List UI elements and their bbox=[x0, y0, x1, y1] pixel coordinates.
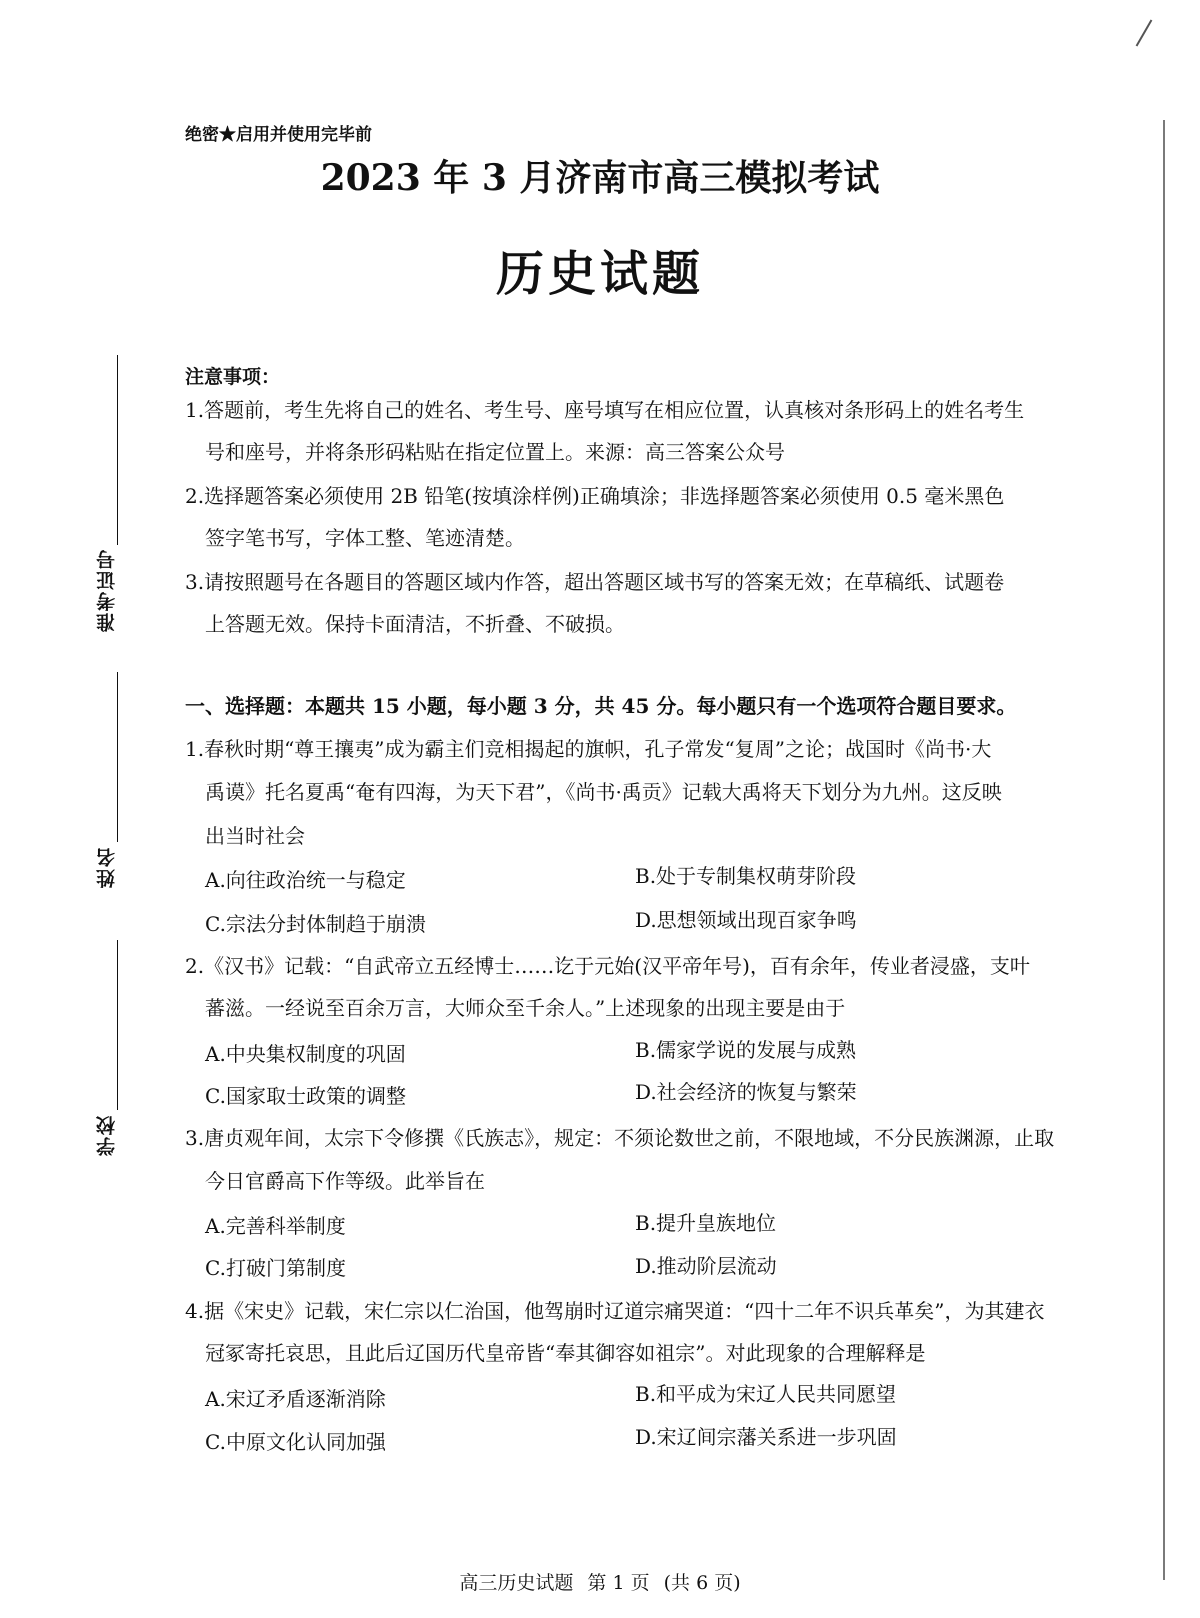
option-a: A.完善科举制度 bbox=[205, 1214, 346, 1238]
question-stem: 2.《汉书》记载：“自武帝立五经博士……讫于元始(汉平帝年号)，百有余年，传业者浸盛，支叶 bbox=[185, 954, 1030, 978]
question-stem: 蕃滋。一经说至百余万言，大师众至千余人。”上述现象的出现主要是由于 bbox=[205, 996, 846, 1020]
note-line: 2.选择题答案必须使用 2B 铅笔(按填涂样例)正确填涂；非选择题答案必须使用 0.5 毫米黑色 bbox=[185, 484, 1005, 508]
option-b: B.提升皇族地位 bbox=[635, 1211, 777, 1235]
option-c: C.宗法分封体制趋于崩溃 bbox=[205, 912, 426, 936]
question-stem: 禹谟》托名夏禹“奄有四海，为天下君”，《尚书·禹贡》记载大禹将天下划分为九州。这反映 bbox=[205, 780, 1002, 804]
note-line: 上答题无效。保持卡面清洁，不折叠、不破损。 bbox=[205, 612, 625, 636]
option-d: D.推动阶层流动 bbox=[635, 1254, 777, 1278]
confidential-label: 绝密★启用并使用完毕前 bbox=[185, 125, 372, 145]
option-b: B.处于专制集权萌芽阶段 bbox=[635, 864, 857, 888]
binding-line bbox=[1163, 120, 1165, 1580]
note-line: 3.请按照题号在各题目的答题区域内作答，超出答题区域书写的答案无效；在草稿纸、试题卷 bbox=[185, 570, 1005, 594]
exam-title: 2023 年 3 月济南市高三模拟考试 bbox=[320, 157, 880, 199]
side-label-school: 学校 bbox=[96, 1114, 118, 1156]
question-stem: 3.唐贞观年间，太宗下令修撰《氏族志》，规定：不须论数世之前，不限地域，不分民族渊源，止取 bbox=[185, 1126, 1055, 1150]
note-line: 号和座号，并将条形码粘贴在指定位置上。来源：高三答案公众号 bbox=[205, 440, 785, 464]
footer-total: (共 6 页) bbox=[663, 1572, 741, 1594]
question-stem: 今日官爵高下作等级。此举旨在 bbox=[205, 1169, 485, 1193]
option-d: D.社会经济的恢复与繁荣 bbox=[635, 1080, 857, 1104]
footer-subject: 高三历史试题 bbox=[459, 1572, 574, 1594]
option-b: B.儒家学说的发展与成熟 bbox=[635, 1038, 857, 1062]
scan-mark bbox=[1136, 20, 1153, 47]
question-stem: 出当时社会 bbox=[205, 824, 305, 848]
option-d: D.思想领域出现百家争鸣 bbox=[635, 908, 857, 932]
option-a: A.宋辽矛盾逐渐消除 bbox=[205, 1387, 386, 1411]
notes-title: 注意事项： bbox=[185, 366, 281, 388]
question-stem: 冠冢寄托哀思，且此后辽国历代皇帝皆“奉其御容如祖宗”。对此现象的合理解释是 bbox=[205, 1341, 926, 1365]
name-line bbox=[117, 672, 118, 842]
option-b: B.和平成为宋辽人民共同愿望 bbox=[635, 1382, 897, 1406]
option-c: C.打破门第制度 bbox=[205, 1256, 346, 1280]
note-line: 1.答题前，考生先将自己的姓名、考生号、座号填写在相应位置，认真核对条形码上的姓名考生 bbox=[185, 398, 1025, 422]
question-stem: 1.春秋时期“尊王攘夷”成为霸主们竞相揭起的旗帜，孔子常发“复周”之论；战国时《尚书·大 bbox=[185, 737, 992, 761]
question-stem: 4.据《宋史》记载，宋仁宗以仁治国，他驾崩时辽道宗痛哭道：“四十二年不识兵革矣”，为其建衣 bbox=[185, 1299, 1045, 1323]
option-c: C.国家取士政策的调整 bbox=[205, 1084, 406, 1108]
page-footer bbox=[0, 1568, 1200, 1595]
option-c: C.中原文化认同加强 bbox=[205, 1430, 386, 1454]
option-d: D.宋辽间宗藩关系进一步巩固 bbox=[635, 1425, 897, 1449]
note-line: 签字笔书写，字体工整、笔迹清楚。 bbox=[205, 526, 525, 550]
section-heading: 一、选择题：本题共 15 小题，每小题 3 分，共 45 分。每小题只有一个选项符合题目要求。 bbox=[185, 694, 1017, 718]
exam-id-line bbox=[117, 355, 118, 545]
school-line bbox=[117, 940, 118, 1110]
subject-title: 历史试题 bbox=[495, 246, 704, 302]
side-label-exam-id: 准考证号 bbox=[96, 548, 118, 632]
footer-page: 第 1 页 bbox=[587, 1572, 650, 1594]
option-a: A.向往政治统一与稳定 bbox=[205, 868, 406, 892]
option-a: A.中央集权制度的巩固 bbox=[205, 1042, 406, 1066]
side-label-name: 姓名 bbox=[96, 846, 118, 888]
